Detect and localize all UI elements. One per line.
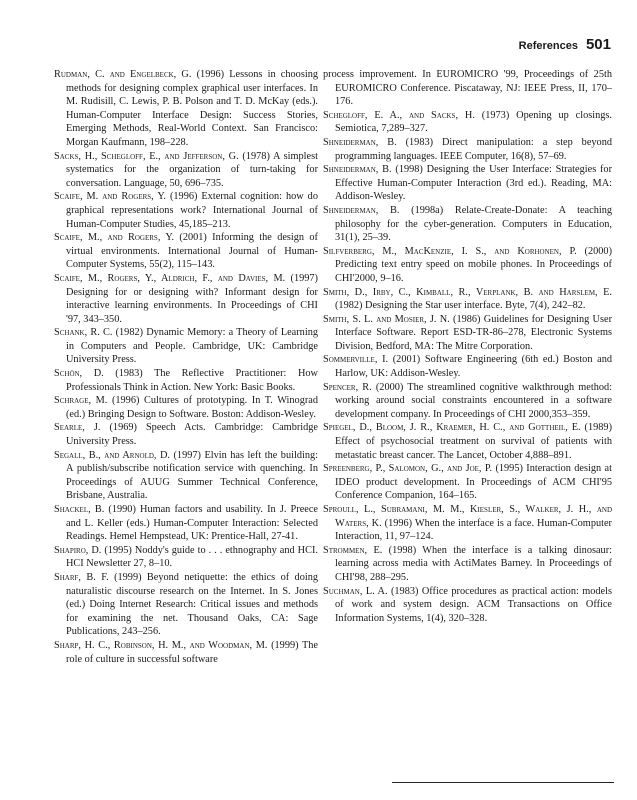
reference-entry: Shneiderman, B. (1998a) Relate-Create-Donate: A teaching philosophy for the cyber-generation. Computers in Education, 31(1), 25–39. [323, 204, 613, 244]
reference-entry: Schrage, M. (1996) Cultures of prototyping. In T. Winograd (ed.) Bringing Design to Software. Boston: Addison-Wesley. [54, 395, 318, 420]
reference-continuation: process improvement. In EUROMICRO '99, Proceedings of 25th EUROMICRO Conference. Piscataway, NJ: IEEE Press, II, 170–176. [323, 69, 612, 108]
reference-entry: Searle, J. (1969) Speech Acts. Cambridge: Cambridge University Press. [54, 422, 318, 448]
reference-entry: Shneiderman, B. (1983) Direct manipulation: a step beyond programming languages. IEEE Computer, 16(8), 57–69. [323, 136, 612, 162]
left-column [54, 68, 318, 666]
reference-entry: Segall, B., and Arnold, D. (1997) Elvin has left the building: A publish/subscribe notification service with quenching. In Proceedings of AUUG Summer Technical Conference, Brisbane, Australia. [54, 449, 318, 502]
reference-entry: Schank, R. C. (1982) Dynamic Memory: a Theory of Learning in Computers and People. Cambridge, UK: Cambridge University Press. [54, 327, 318, 366]
reference-entry: Spiegel, D., Bloom, J. R., Kraemer, H. C., and Gottheil, E. (1989) Effect of psychosocial treatment on survival of patients with metastatic breast cancer. The Lancet, October 4,888–891. [323, 422, 612, 461]
reference-entry: Schegloff, E. A., and Sacks, H. (1973) Opening up closings. Semiotica, 7,289–327. [323, 109, 612, 135]
page-header [519, 36, 611, 53]
reference-entry: Shneiderman, B. (1998) Designing the User Interface: Strategies for Effective Human-Computer Interaction (3rd ed.). Reading, MA: Addison-Wesley. [323, 164, 612, 203]
reference-entry: Silfverberg, M., MacKenzie, I. S., and Korhonen, P. (2000) Predicting text entry speed on mobile phones. In Proceedings of CHI'2000, 9–16. [323, 245, 612, 284]
reference-entry: Spreenberg, P., Salomon, G., and Joe, P. (1995) Interaction design at IDEO product development. In Proceedings of ACM CHI'95 Conference Companion, 164–165. [323, 463, 612, 502]
reference-entry: Schön, D. (1983) The Reflective Practitioner: How Professionals Think in Action. New York: Basic Books. [54, 368, 318, 393]
reference-entry: Spencer, R. (2000) The streamlined cognitive walkthrough method: working around social constraints encountered in a software development company. In Proceedings of CHI 2000,353–359. [323, 381, 613, 420]
right-column [323, 68, 612, 625]
reference-entry: Sharf, B. F. (1999) Beyond netiquette: the ethics of doing naturalistic discourse research on the Internet. In S. Jones (ed.) Doing Internet Research: Critical issues and methods for examining the net. Thousand Oaks, CA: Sage Publications, 243–256. [54, 571, 319, 638]
reference-entry: Sommerville, I. (2001) Software Engineering (6th ed.) Boston and Harlow, UK: Addison-Wesley. [323, 354, 613, 380]
reference-entry: Shackel, B. (1990) Human factors and usability. In J. Preece and L. Keller (eds.) Human-Computer Interaction: Selected Readings. Hemel Hempstead, UK: Prentice-Hall, 27-41. [54, 504, 318, 543]
running-title: References [518, 40, 578, 52]
reference-entry: Scaife, M., and Rogers, Y. (2001) Informing the design of virtual environments. International Journal of Human-Computer Systems, 55(2), 115–143. [54, 232, 318, 271]
reference-entry: Suchman, L. A. (1983) Office procedures as practical action: models of work and system design. ACM Transactions on Office Information Systems, 1(4), 320–328. [323, 585, 612, 624]
reference-entry: Sharp, H. C., Robinson, H. M., and Woodman, M. (1999) The role of culture in successful software [54, 639, 318, 665]
reference-entry: Smith, D., Irby, C., Kimball, R., Verplank, B. and Harslem, E. (1982) Designing the Star user interface. Byte, 7(4), 242–82. [323, 286, 612, 312]
reference-entry: Smith, S. L. and Mosier, J. N. (1986) Guidelines for Designing User Interface Software. Report ESD-TR-86–278, Electronic Systems Division, Bedford, MA: The Mitre Corporation. [323, 313, 612, 352]
reference-entry: Rudman, C. and Engelbeck, G. (1996) Lessons in choosing methods for designing complex graphical user interfaces. In M. Rudisill, C. Lewis, P. B. Polson and T. D. McKay (eds.). Human-Computer Interface Design: Success Stories, Emerging Methods, Real-World Context. San Francisco: Morgan Kaufmann, 198–228. [54, 69, 318, 148]
footer-rule [392, 782, 614, 783]
reference-entry: Sacks, H., Schegloff, E., and Jefferson, G. (1978) A simplest systematics for the organization of turn-taking for conversation. Language, 50, 696–735. [54, 150, 318, 189]
reference-entry: Scaife, M. and Rogers, Y. (1996) External cognition: how do graphical representations work? International Journal of Human-Computer Studies, 45,185–213. [54, 191, 318, 230]
reference-entry: Scaife, M., Rogers, Y., Aldrich, F., and Davies, M. (1997) Designing for or designing with? Informant design for interactive learning environments. In Proceedings of CHI '97, 343–350. [54, 272, 318, 325]
reference-entry: Shapiro, D. (1995) Noddy's guide to . . . ethnography and HCI. HCI Newsletter 27, 8–10. [54, 544, 318, 570]
reference-entry: Sproull, L., Subramani, M. M., Kiesler, S., Walker, J. H., and Waters, K. (1996) When the interface is a face. Human-Computer Interaction, 11, 97–124. [323, 504, 612, 543]
page-number: 501 [585, 36, 611, 53]
reference-entry: Strommen, E. (1998) When the interface is a talking dinosaur: learning across media with ActiMates Barney. In Proceedings of CHI'98, 288–295. [323, 544, 612, 583]
